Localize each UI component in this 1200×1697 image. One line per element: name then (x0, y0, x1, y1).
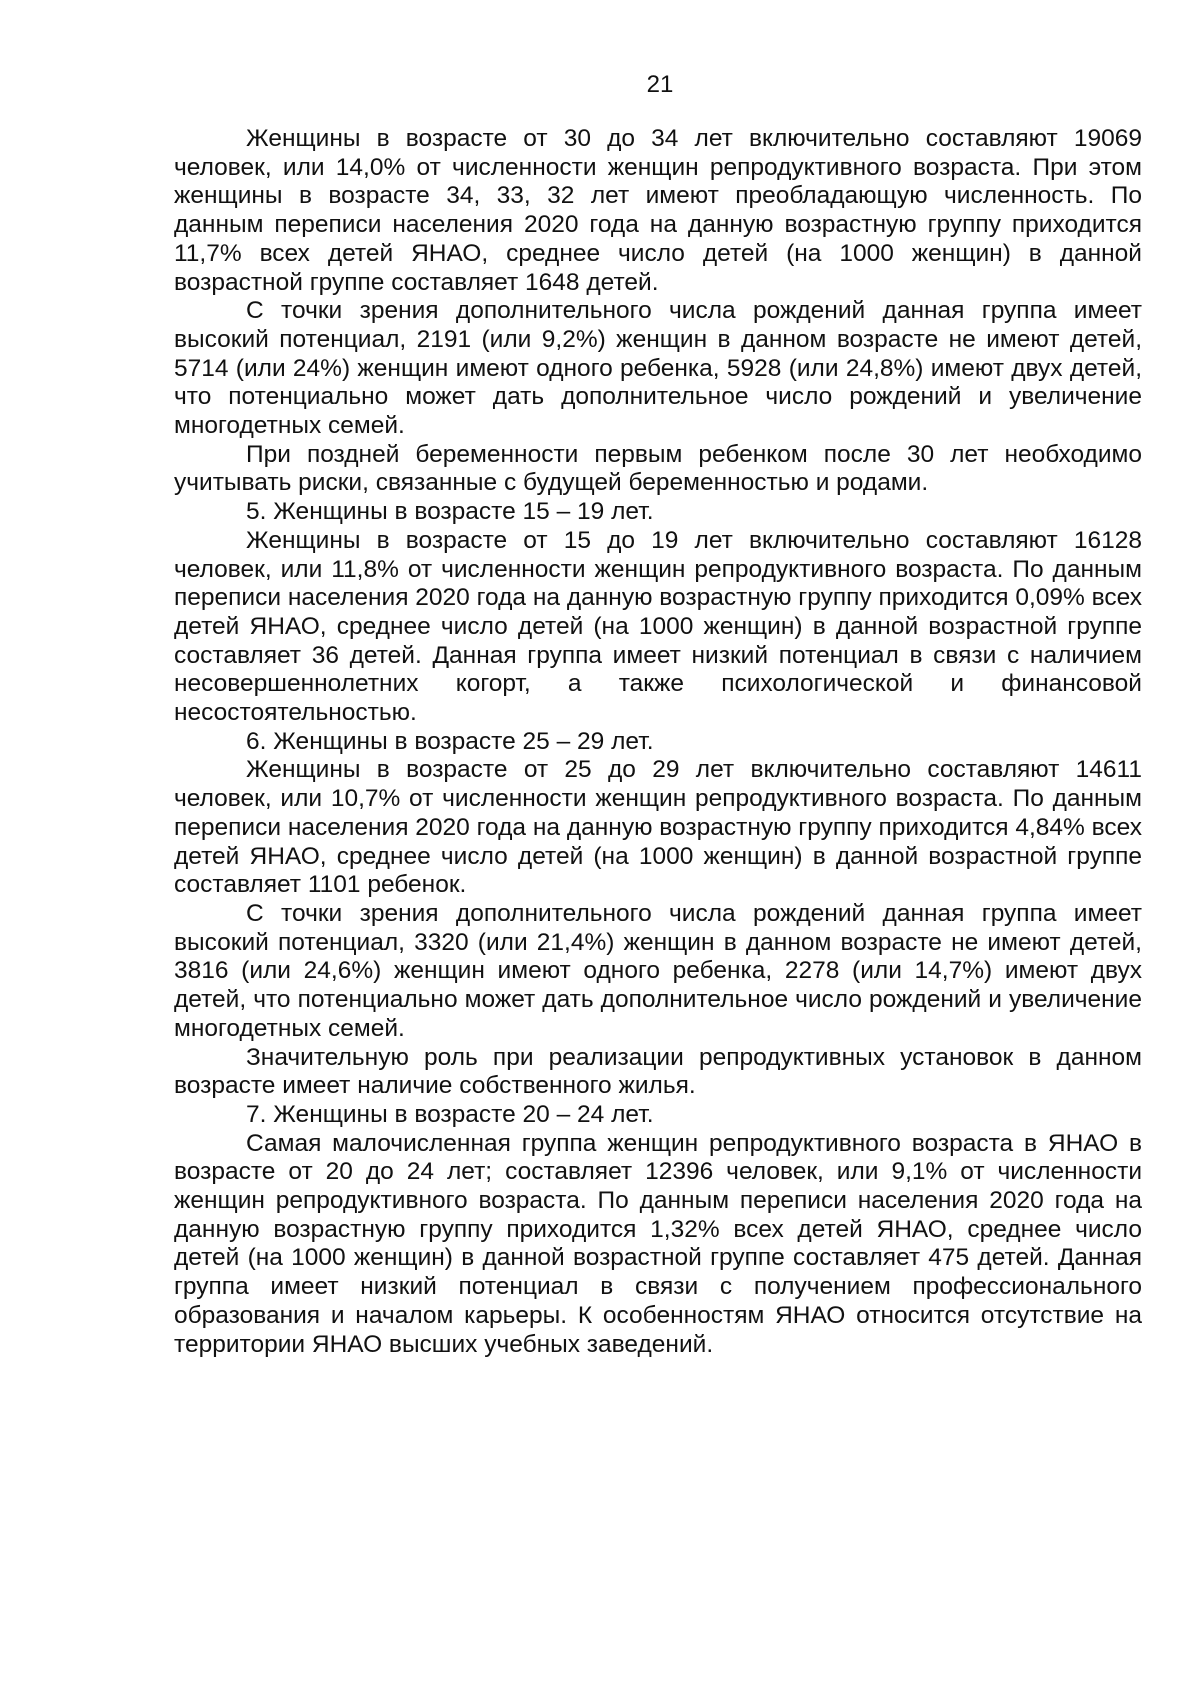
paragraph-late-pregnancy: При поздней беременности первым ребенком после 30 лет необходимо учитывать риски, связанные с будущей беременностью и родами. (174, 440, 1142, 497)
paragraph-women-30-34: Женщины в возрасте от 30 до 34 лет включительно составляют 19069 человек, или 14,0% от численности женщин репродуктивного возраста. При этом женщины в возрасте 34, 33, 32 лет имеют преобладающую численность. По данным переписи населения 2020 года на данную возрастную группу приходится 11,7% всех детей ЯНАО, среднее число детей (на 1000 женщин) в данной возрастной группе составляет 1648 детей. (174, 125, 1142, 296)
paragraph-women-15-19: Женщины в возрасте от 15 до 19 лет включительно составляют 16128 человек, или 11,8% от численности женщин репродуктивного возраста. По данным переписи населения 2020 года на данную возрастную группу приходится 0,09% всех детей ЯНАО, среднее число детей (на 1000 женщин) в данной возрастной группе составляет 36 детей. Данная группа имеет низкий потенциал в связи с наличием несовершеннолетних когорт, а также психологической и финансовой несостоятельностью. (174, 526, 1142, 727)
section-heading-25-29: 6. Женщины в возрасте 25 – 29 лет. (246, 727, 654, 755)
section-heading-15-19: 5. Женщины в возрасте 15 – 19 лет. (246, 498, 654, 526)
paragraph-potential-30-34: С точки зрения дополнительного числа рождений данная группа имеет высокий потенциал, 2191 (или 9,2%) женщин в данном возрасте не имеют детей, 5714 (или 24%) женщин имеют одного ребенка, 5928 (или 24,8%) имеют двух детей, что потенциально может дать дополнительное число рождений и увеличение многодетных семей. (174, 297, 1142, 440)
paragraph-women-20-24: Самая малочисленная группа женщин репродуктивного возраста в ЯНАО в возрасте от 20 до 24 лет; составляет 12396 человек, или 9,1% от численности женщин репродуктивного возраста. По данным переписи населения 2020 года на данную возрастную группу приходится 1,32% всех детей ЯНАО, среднее число детей (на 1000 женщин) в данной возрастной группе составляет 475 детей. Данная группа имеет низкий потенциал в связи с получением профессионального образования и началом карьеры. К особенностям ЯНАО относится отсутствие на территории ЯНАО высших учебных заведений. (174, 1129, 1142, 1358)
paragraph-housing: Значительную роль при реализации репродуктивных установок в данном возрасте имеет наличие собственного жилья. (174, 1043, 1142, 1100)
body-text (174, 125, 1142, 1359)
paragraph-women-25-29: Женщины в возрасте от 25 до 29 лет включительно составляют 14611 человек, или 10,7% от численности женщин репродуктивного возраста. По данным переписи населения 2020 года на данную возрастную группу приходится 4,84% всех детей ЯНАО, среднее число детей (на 1000 женщин) в данной возрастной группе составляет 1101 ребенок. (174, 756, 1142, 899)
paragraph-potential-25-29: С точки зрения дополнительного числа рождений данная группа имеет высокий потенциал, 3320 (или 21,4%) женщин в данном возрасте не имеют детей, 3816 (или 24,6%) женщин имеют одного ребенка, 2278 (или 14,7%) имеют двух детей, что потенциально может дать дополнительное число рождений и увеличение многодетных семей. (174, 899, 1142, 1042)
page-number: 21 (646, 71, 674, 98)
section-heading-20-24: 7. Женщины в возрасте 20 – 24 лет. (246, 1100, 654, 1128)
